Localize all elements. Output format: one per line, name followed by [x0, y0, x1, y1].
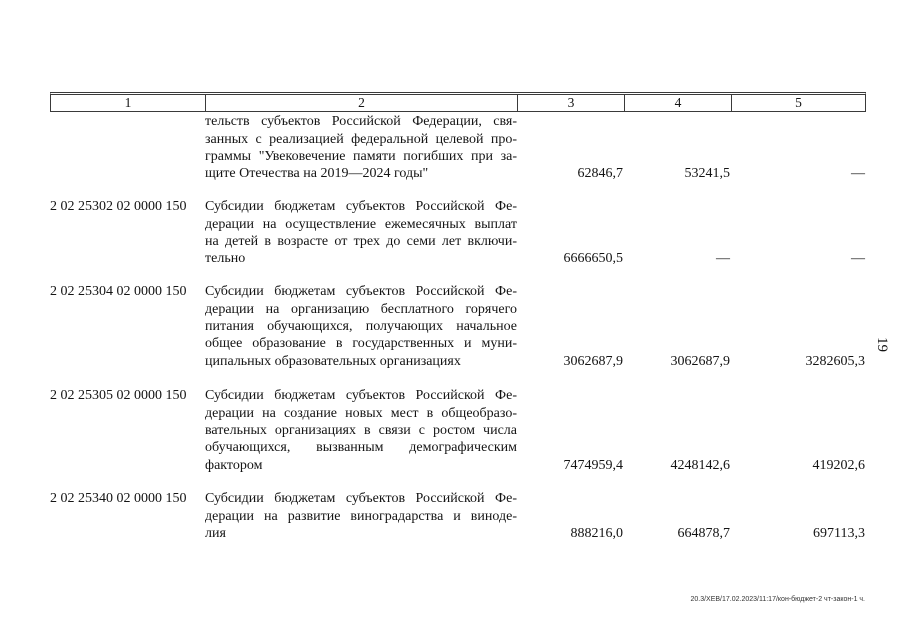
description-line: тельств субъектов Российской Федерации, свя- — [205, 114, 517, 130]
row-value-col5: 419202,6 — [812, 457, 865, 473]
description-line: дерации на организацию бесплатного горячего — [205, 301, 517, 317]
description-line: общее образование в государственных и муни- — [205, 336, 517, 352]
row-value-col5: — — [851, 251, 865, 267]
row-value-col3: 7474959,4 — [563, 457, 623, 473]
row-description — [205, 490, 517, 542]
row-code: 2 02 25340 02 0000 150 — [50, 491, 187, 507]
row-value-col3: 3062687,9 — [563, 353, 623, 369]
row-description — [205, 387, 517, 474]
page-number: 19 — [874, 337, 890, 352]
description-line: Субсидии бюджетам субъектов Российской Фе- — [205, 199, 517, 215]
description-line: питания обучающихся, получающих начальное — [205, 319, 517, 335]
description-line: занных с реализацией федеральной целевой про- — [205, 131, 517, 147]
description-line: Субсидии бюджетам субъектов Российской Фе- — [205, 284, 517, 300]
description-line: Субсидии бюджетам субъектов Российской Фе- — [205, 388, 517, 404]
row-value-col4: 664878,7 — [677, 526, 730, 542]
description-line: граммы "Увековечение памяти погибших при за- — [205, 149, 517, 165]
row-value-col4: 3062687,9 — [670, 353, 730, 369]
row-code: 2 02 25302 02 0000 150 — [50, 199, 187, 215]
row-value-col3: 62846,7 — [577, 166, 623, 182]
header-col-2: 2 — [206, 95, 518, 111]
row-value-col5: 3282605,3 — [805, 353, 865, 369]
row-value-col3: 6666650,5 — [563, 251, 623, 267]
description-line: щите Отечества на 2019—2024 годы" — [205, 166, 429, 182]
description-line: тельно — [205, 251, 246, 267]
description-line: на детей в возрасте от трех до семи лет включи- — [205, 234, 517, 250]
row-code: 2 02 25305 02 0000 150 — [50, 388, 187, 404]
description-line: лия — [205, 526, 226, 542]
row-description — [205, 198, 517, 268]
row-value-col3: 888216,0 — [570, 526, 623, 542]
description-line: дерации на создание новых мест в общеобразо- — [205, 405, 517, 421]
description-line: фактором — [205, 457, 263, 473]
row-description — [205, 113, 517, 183]
description-line: Субсидии бюджетам субъектов Российской Фе- — [205, 491, 517, 507]
header-col-5: 5 — [795, 95, 802, 110]
description-line: дерации на осуществление ежемесячных выплат — [205, 216, 517, 232]
row-value-col4: — — [716, 251, 730, 267]
header-col-4: 4 — [625, 95, 732, 111]
footer-reference: 20.3/ХЕВ/17.02.2023/11:17/кон-бюджет-2 чт-закон-1 ч. — [690, 596, 865, 603]
row-value-col5: — — [851, 166, 865, 182]
row-value-col4: 53241,5 — [684, 166, 730, 182]
row-description — [205, 283, 517, 370]
header-col-1: 1 — [51, 95, 206, 111]
description-line: обучающихся, вызванным демографическим — [205, 440, 517, 456]
description-line: вательных организациях в связи с ростом числа — [205, 423, 517, 439]
row-code: 2 02 25304 02 0000 150 — [50, 284, 187, 300]
row-value-col5: 697113,3 — [813, 526, 865, 542]
description-line: ципальных образовательных организациях — [205, 353, 461, 369]
description-line: дерации на развитие виноградарства и виноде- — [205, 508, 517, 524]
table-header — [50, 92, 866, 112]
row-value-col4: 4248142,6 — [670, 457, 730, 473]
header-col-3: 3 — [518, 95, 625, 111]
